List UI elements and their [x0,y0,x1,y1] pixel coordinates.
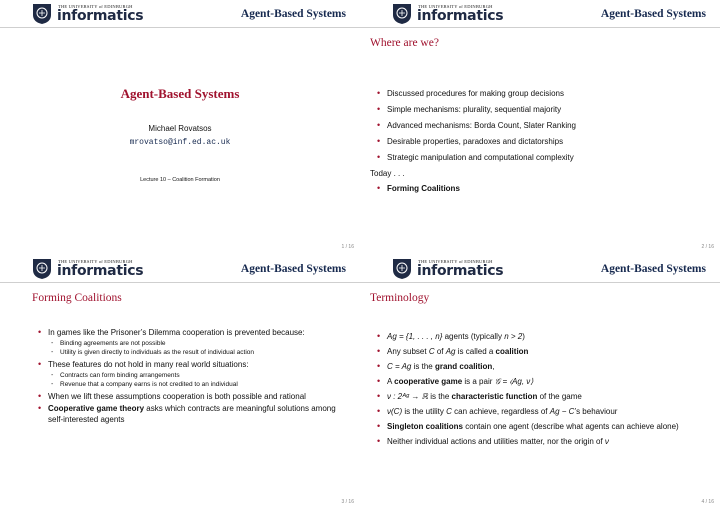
page-number: 3 / 16 [341,499,354,505]
page-number: 1 / 16 [341,244,354,250]
today-topic: Forming Coalitions [387,184,460,193]
course-title: Agent-Based Systems [240,8,346,20]
course-title: Agent-Based Systems [600,263,706,275]
list-item: • These features do not hold in many real world situations: - Contracts can form binding arrangements - Revenue that a company earns is not credited to an individual [38,359,338,389]
lecture-subtitle: Lecture 10 – Coalition Formation [140,177,220,183]
sub-item: - Binding agreements are not possible [48,339,338,348]
slide-4 [360,255,720,510]
slide-2 [360,0,720,255]
list-item: • Discussed procedures for making group decisions [377,88,707,99]
slide-header [0,0,360,28]
slide-header [0,255,360,283]
slide-header [360,0,720,28]
slide-header [360,255,720,283]
university-name: THE UNIVERSITY of EDINBURGH [418,259,493,264]
author-email: mrovatso@inf.ed.ac.uk [129,138,231,147]
slide-3 [0,255,360,510]
frame-title: Forming Coalitions [32,292,122,304]
university-crest-icon [32,3,52,25]
list-item: • Neither individual actions and utilities matter, nor the origin of ν [377,436,707,447]
sub-list [48,339,338,357]
frame-title: Where are we? [370,37,439,49]
list-item: • Ag = {1, . . . , n} agents (typically n > 2) [377,331,707,342]
coalition-list [38,327,338,426]
university-crest-icon [32,258,52,280]
list-item: • When we lift these assumptions cooperation is both possible and rational [38,391,338,402]
slide-1 [0,0,360,255]
course-title: Agent-Based Systems [240,263,346,275]
sub-item: - Contracts can form binding arrangements [48,371,338,380]
list-item: • Singleton coalitions contain one agent (describe what agents can achieve alone) [377,421,707,432]
sub-item: - Revenue that a company earns is not credited to an individual [48,380,338,389]
sub-list [48,371,338,389]
informatics-logo: informatics [417,8,504,24]
list-item: • In games like the Prisoner’s Dilemma cooperation is prevented because: - Binding agreements are not possible - Utility is given directly to individuals as the result of individual action [38,327,338,357]
author-name: Michael Rovatsos [148,124,212,133]
informatics-logo: informatics [417,263,504,279]
informatics-logo: informatics [57,263,144,279]
page-number: 4 / 16 [701,499,714,505]
presentation-title: Agent-Based Systems [120,86,240,101]
list-item: • Advanced mechanisms: Borda Count, Slater Ranking [377,120,707,131]
list-item: • C = Ag is the grand coalition, [377,361,707,372]
list-item: • Desirable properties, paradoxes and dictatorships [377,136,707,147]
page-number: 2 / 16 [701,244,714,250]
list-item: • ν(C) is the utility C can achieve, regardless of Ag − C’s behaviour [377,406,707,417]
university-crest-icon [392,258,412,280]
list-item: • ν : 2ᴬᵍ → ℝ is the characteristic function of the game [377,391,707,402]
today-label: Today . . . [370,169,405,178]
list-item [377,183,707,194]
university-name: THE UNIVERSITY of EDINBURGH [418,4,493,9]
informatics-logo: informatics [57,8,144,24]
recap-list [377,88,707,168]
course-title: Agent-Based Systems [600,8,706,20]
list-item: • Any subset C of Ag is called a coalition [377,346,707,357]
university-name: THE UNIVERSITY of EDINBURGH [58,4,133,9]
university-name: THE UNIVERSITY of EDINBURGH [58,259,133,264]
frame-title: Terminology [370,292,430,304]
list-item: • Simple mechanisms: plurality, sequential majority [377,104,707,115]
list-item: • Cooperative game theory asks which contracts are meaningful solutions among self-interested agents [38,403,338,425]
sub-item: - Utility is given directly to individuals as the result of individual action [48,348,338,357]
university-crest-icon [392,3,412,25]
list-item: • A cooperative game is a pair 𝒢 = ⟨Ag, ν⟩ [377,376,707,387]
terminology-list [377,331,707,451]
today-list [377,183,707,194]
list-item: • Strategic manipulation and computational complexity [377,152,707,163]
